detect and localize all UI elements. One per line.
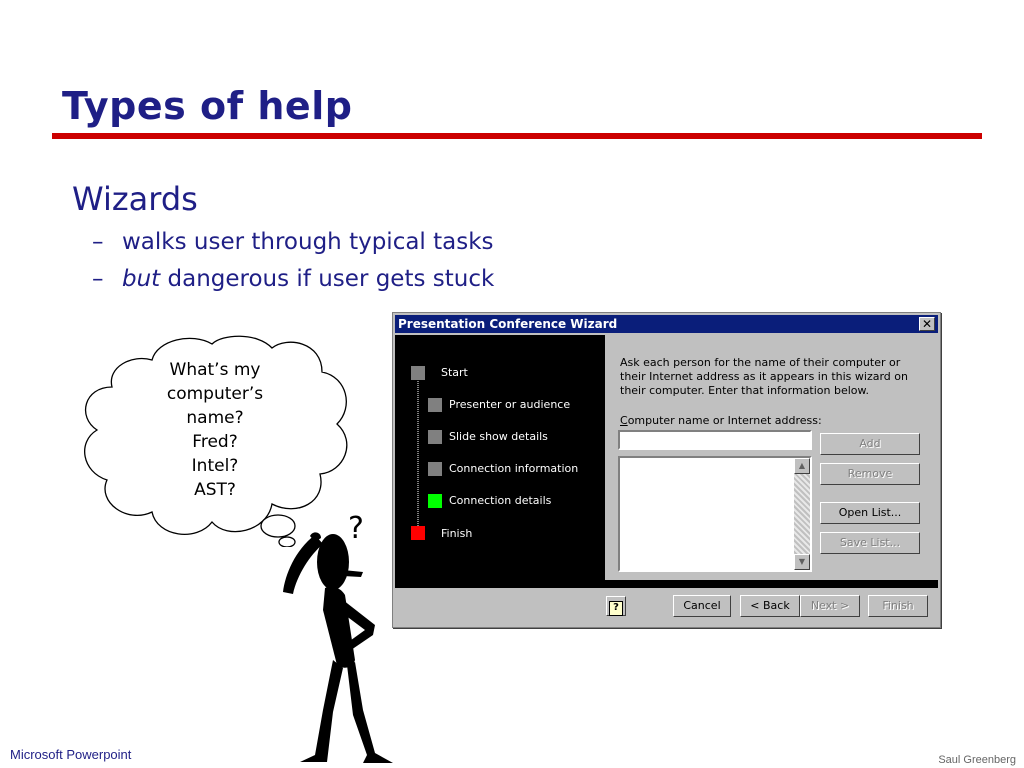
step-marker <box>428 430 442 444</box>
scroll-up-icon[interactable]: ▲ <box>794 458 810 474</box>
bullet-wizards: Wizards <box>72 180 198 218</box>
label-mnemonic: C <box>620 414 628 427</box>
thought-text <box>140 358 290 502</box>
step-connection-info: Connection information <box>449 462 579 475</box>
dash: – <box>92 266 104 292</box>
cancel-button[interactable]: Cancel <box>673 595 731 617</box>
thought-line: computer’s <box>166 384 264 404</box>
thought-line: What’s my <box>169 360 261 380</box>
sub-bullet-1 <box>92 229 494 255</box>
question-mark: ? <box>348 511 364 546</box>
help-button[interactable] <box>606 596 626 616</box>
step-connector <box>417 373 419 538</box>
thought-line: Intel? <box>191 456 239 476</box>
open-list-button[interactable]: Open List... <box>820 502 920 524</box>
finish-button[interactable]: Finish <box>868 595 928 617</box>
thought-line: Fred? <box>192 432 238 452</box>
remove-button[interactable]: Remove <box>820 463 920 485</box>
help-icon: ? <box>609 601 623 616</box>
sub-bullet-text: dangerous if user gets stuck <box>160 266 495 292</box>
step-marker <box>411 366 425 380</box>
footer-author: Saul Greenberg <box>938 754 1016 766</box>
confused-person-illustration <box>255 500 405 768</box>
list-scrollbar[interactable] <box>794 458 810 570</box>
save-list-button[interactable]: Save List... <box>820 532 920 554</box>
sub-bullet-2 <box>92 266 494 292</box>
title-bar <box>395 315 938 333</box>
address-list[interactable] <box>618 456 812 572</box>
step-marker-finish <box>411 526 425 540</box>
pane-divider <box>395 580 938 588</box>
title-rule <box>52 133 982 139</box>
step-start: Start <box>441 366 468 379</box>
step-connection-details: Connection details <box>449 494 552 507</box>
wizard-steps-pane <box>395 335 605 588</box>
add-button[interactable]: Add <box>820 433 920 455</box>
step-finish: Finish <box>441 527 473 540</box>
footer-source: Microsoft Powerpoint <box>10 747 132 762</box>
instructions-text: Ask each person for the name of their computer or their Internet address as it appears in this wizard on their computer. Enter that information below. <box>620 356 908 397</box>
computer-name-label <box>620 414 822 427</box>
scroll-down-icon[interactable]: ▼ <box>794 554 810 570</box>
sub-bullet-text: walks user through typical tasks <box>122 229 494 255</box>
close-icon[interactable]: ✕ <box>919 317 935 331</box>
step-marker-current <box>428 494 442 508</box>
back-button[interactable]: < Back <box>740 595 800 617</box>
step-marker <box>428 398 442 412</box>
page-title: Types of help <box>62 84 353 128</box>
thought-line: name? <box>186 408 244 428</box>
computer-name-input[interactable] <box>618 430 812 450</box>
wizard-window <box>392 312 941 628</box>
step-marker <box>428 462 442 476</box>
next-button[interactable]: Next > <box>800 595 860 617</box>
thought-line: AST? <box>194 480 236 500</box>
dash: – <box>92 229 104 255</box>
label-text: omputer name or Internet address: <box>627 414 822 427</box>
step-slide-show: Slide show details <box>449 430 548 443</box>
window-title: Presentation Conference Wizard <box>398 317 618 331</box>
step-presenter: Presenter or audience <box>449 398 571 411</box>
emphasis-text: but <box>122 266 161 292</box>
